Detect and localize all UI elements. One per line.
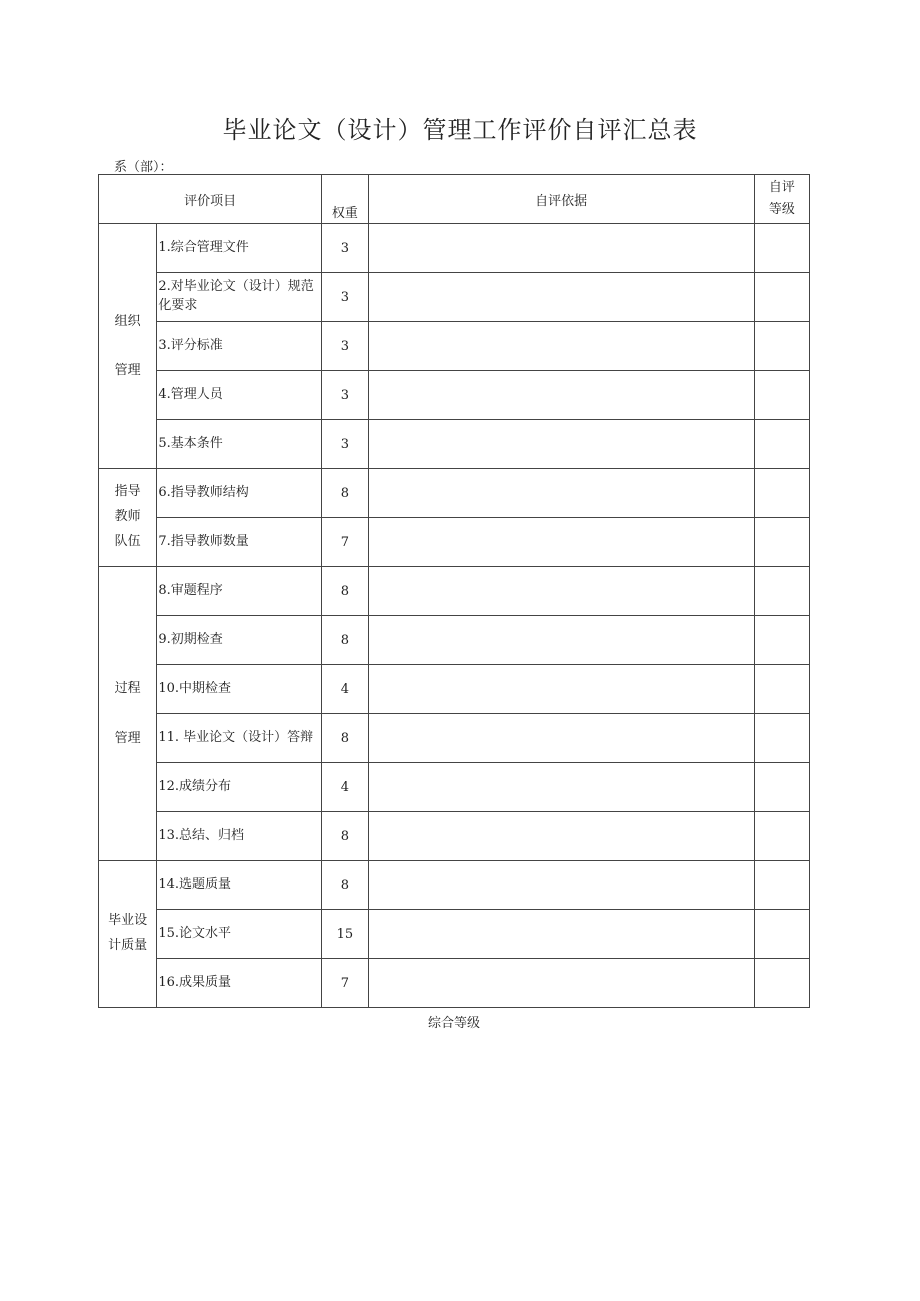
item-weight: 3 xyxy=(322,224,368,273)
item-label: 3.评分标准 xyxy=(157,322,322,371)
basis-cell[interactable] xyxy=(368,371,754,420)
table-row xyxy=(99,371,810,420)
item-label: 13.总结、归档 xyxy=(157,812,322,861)
item-label: 14.选题质量 xyxy=(157,861,322,910)
item-weight: 8 xyxy=(322,469,368,518)
table-row xyxy=(99,910,810,959)
header-basis: 自评依据 xyxy=(368,175,754,224)
table-row xyxy=(99,714,810,763)
item-weight: 7 xyxy=(322,959,368,1008)
grade-cell[interactable] xyxy=(754,665,809,714)
header-grade-line1: 自评 xyxy=(768,179,795,195)
basis-cell[interactable] xyxy=(368,567,754,616)
table-row xyxy=(99,665,810,714)
grade-cell[interactable] xyxy=(754,469,809,518)
table-row xyxy=(99,224,810,273)
item-weight: 3 xyxy=(322,322,368,371)
basis-cell[interactable] xyxy=(368,616,754,665)
grade-cell[interactable] xyxy=(754,910,809,959)
header-weight: 权重 xyxy=(322,175,368,224)
basis-cell[interactable] xyxy=(368,518,754,567)
category-org-management: 组织 管理 xyxy=(99,224,157,469)
item-weight: 7 xyxy=(322,518,368,567)
item-label: 11. 毕业论文（设计）答辩 xyxy=(157,714,322,763)
header-project: 评价项目 xyxy=(99,175,322,224)
header-grade-line2: 等级 xyxy=(768,202,795,217)
basis-cell[interactable] xyxy=(368,420,754,469)
item-weight: 3 xyxy=(322,273,368,322)
item-weight: 8 xyxy=(322,616,368,665)
grade-cell[interactable] xyxy=(754,273,809,322)
table-row xyxy=(99,518,810,567)
grade-cell[interactable] xyxy=(754,567,809,616)
department-field xyxy=(114,156,309,175)
table-row xyxy=(99,861,810,910)
grade-cell[interactable] xyxy=(754,420,809,469)
table-row xyxy=(99,322,810,371)
grade-cell[interactable] xyxy=(754,959,809,1008)
basis-cell[interactable] xyxy=(368,469,754,518)
item-label: 9.初期检查 xyxy=(157,616,322,665)
basis-cell[interactable] xyxy=(368,273,754,322)
grade-cell[interactable] xyxy=(754,763,809,812)
item-label: 1.综合管理文件 xyxy=(157,224,322,273)
header-grade xyxy=(754,175,809,224)
item-weight: 4 xyxy=(322,763,368,812)
category-design-quality: 毕业设 计质量 xyxy=(99,861,157,1008)
item-label: 6.指导教师结构 xyxy=(157,469,322,518)
category-teacher-team: 指导 教师 队伍 xyxy=(99,469,157,567)
header-row xyxy=(99,175,810,224)
grade-cell[interactable] xyxy=(754,861,809,910)
grade-cell[interactable] xyxy=(754,371,809,420)
basis-cell[interactable] xyxy=(368,812,754,861)
table-row xyxy=(99,567,810,616)
category-process-management: 过程 管理 xyxy=(99,567,157,861)
item-label: 4.管理人员 xyxy=(157,371,322,420)
item-label: 7.指导教师数量 xyxy=(157,518,322,567)
item-label: 8.审题程序 xyxy=(157,567,322,616)
basis-cell[interactable] xyxy=(368,665,754,714)
basis-cell[interactable] xyxy=(368,322,754,371)
item-label: 12.成绩分布 xyxy=(157,763,322,812)
item-weight: 15 xyxy=(322,910,368,959)
item-label: 16.成果质量 xyxy=(157,959,322,1008)
basis-cell[interactable] xyxy=(368,959,754,1008)
department-label: 系（部）： xyxy=(114,160,173,175)
grade-cell[interactable] xyxy=(754,322,809,371)
table-row xyxy=(99,616,810,665)
grade-cell[interactable] xyxy=(754,812,809,861)
basis-cell[interactable] xyxy=(368,224,754,273)
item-label: 10.中期检查 xyxy=(157,665,322,714)
item-label: 15.论文水平 xyxy=(157,910,322,959)
item-weight: 8 xyxy=(322,714,368,763)
basis-cell[interactable] xyxy=(368,910,754,959)
item-weight: 4 xyxy=(322,665,368,714)
basis-cell[interactable] xyxy=(368,763,754,812)
item-weight: 8 xyxy=(322,812,368,861)
basis-cell[interactable] xyxy=(368,861,754,910)
item-weight: 8 xyxy=(322,567,368,616)
table-row xyxy=(99,420,810,469)
table-row xyxy=(99,812,810,861)
item-label: 2.对毕业论文（设计）规范化要求 xyxy=(157,273,322,322)
item-label: 5.基本条件 xyxy=(157,420,322,469)
item-weight: 3 xyxy=(322,420,368,469)
table-row xyxy=(99,959,810,1008)
grade-cell[interactable] xyxy=(754,518,809,567)
evaluation-table xyxy=(98,174,810,1008)
item-weight: 8 xyxy=(322,861,368,910)
table-row xyxy=(99,469,810,518)
grade-cell[interactable] xyxy=(754,224,809,273)
page-title: 毕业论文（设计）管理工作评价自评汇总表 xyxy=(222,116,698,144)
item-weight: 3 xyxy=(322,371,368,420)
grade-cell[interactable] xyxy=(754,714,809,763)
table-row xyxy=(99,273,810,322)
grade-cell[interactable] xyxy=(754,616,809,665)
overall-grade-label: 综合等级 xyxy=(427,1016,480,1031)
basis-cell[interactable] xyxy=(368,714,754,763)
table-row xyxy=(99,763,810,812)
